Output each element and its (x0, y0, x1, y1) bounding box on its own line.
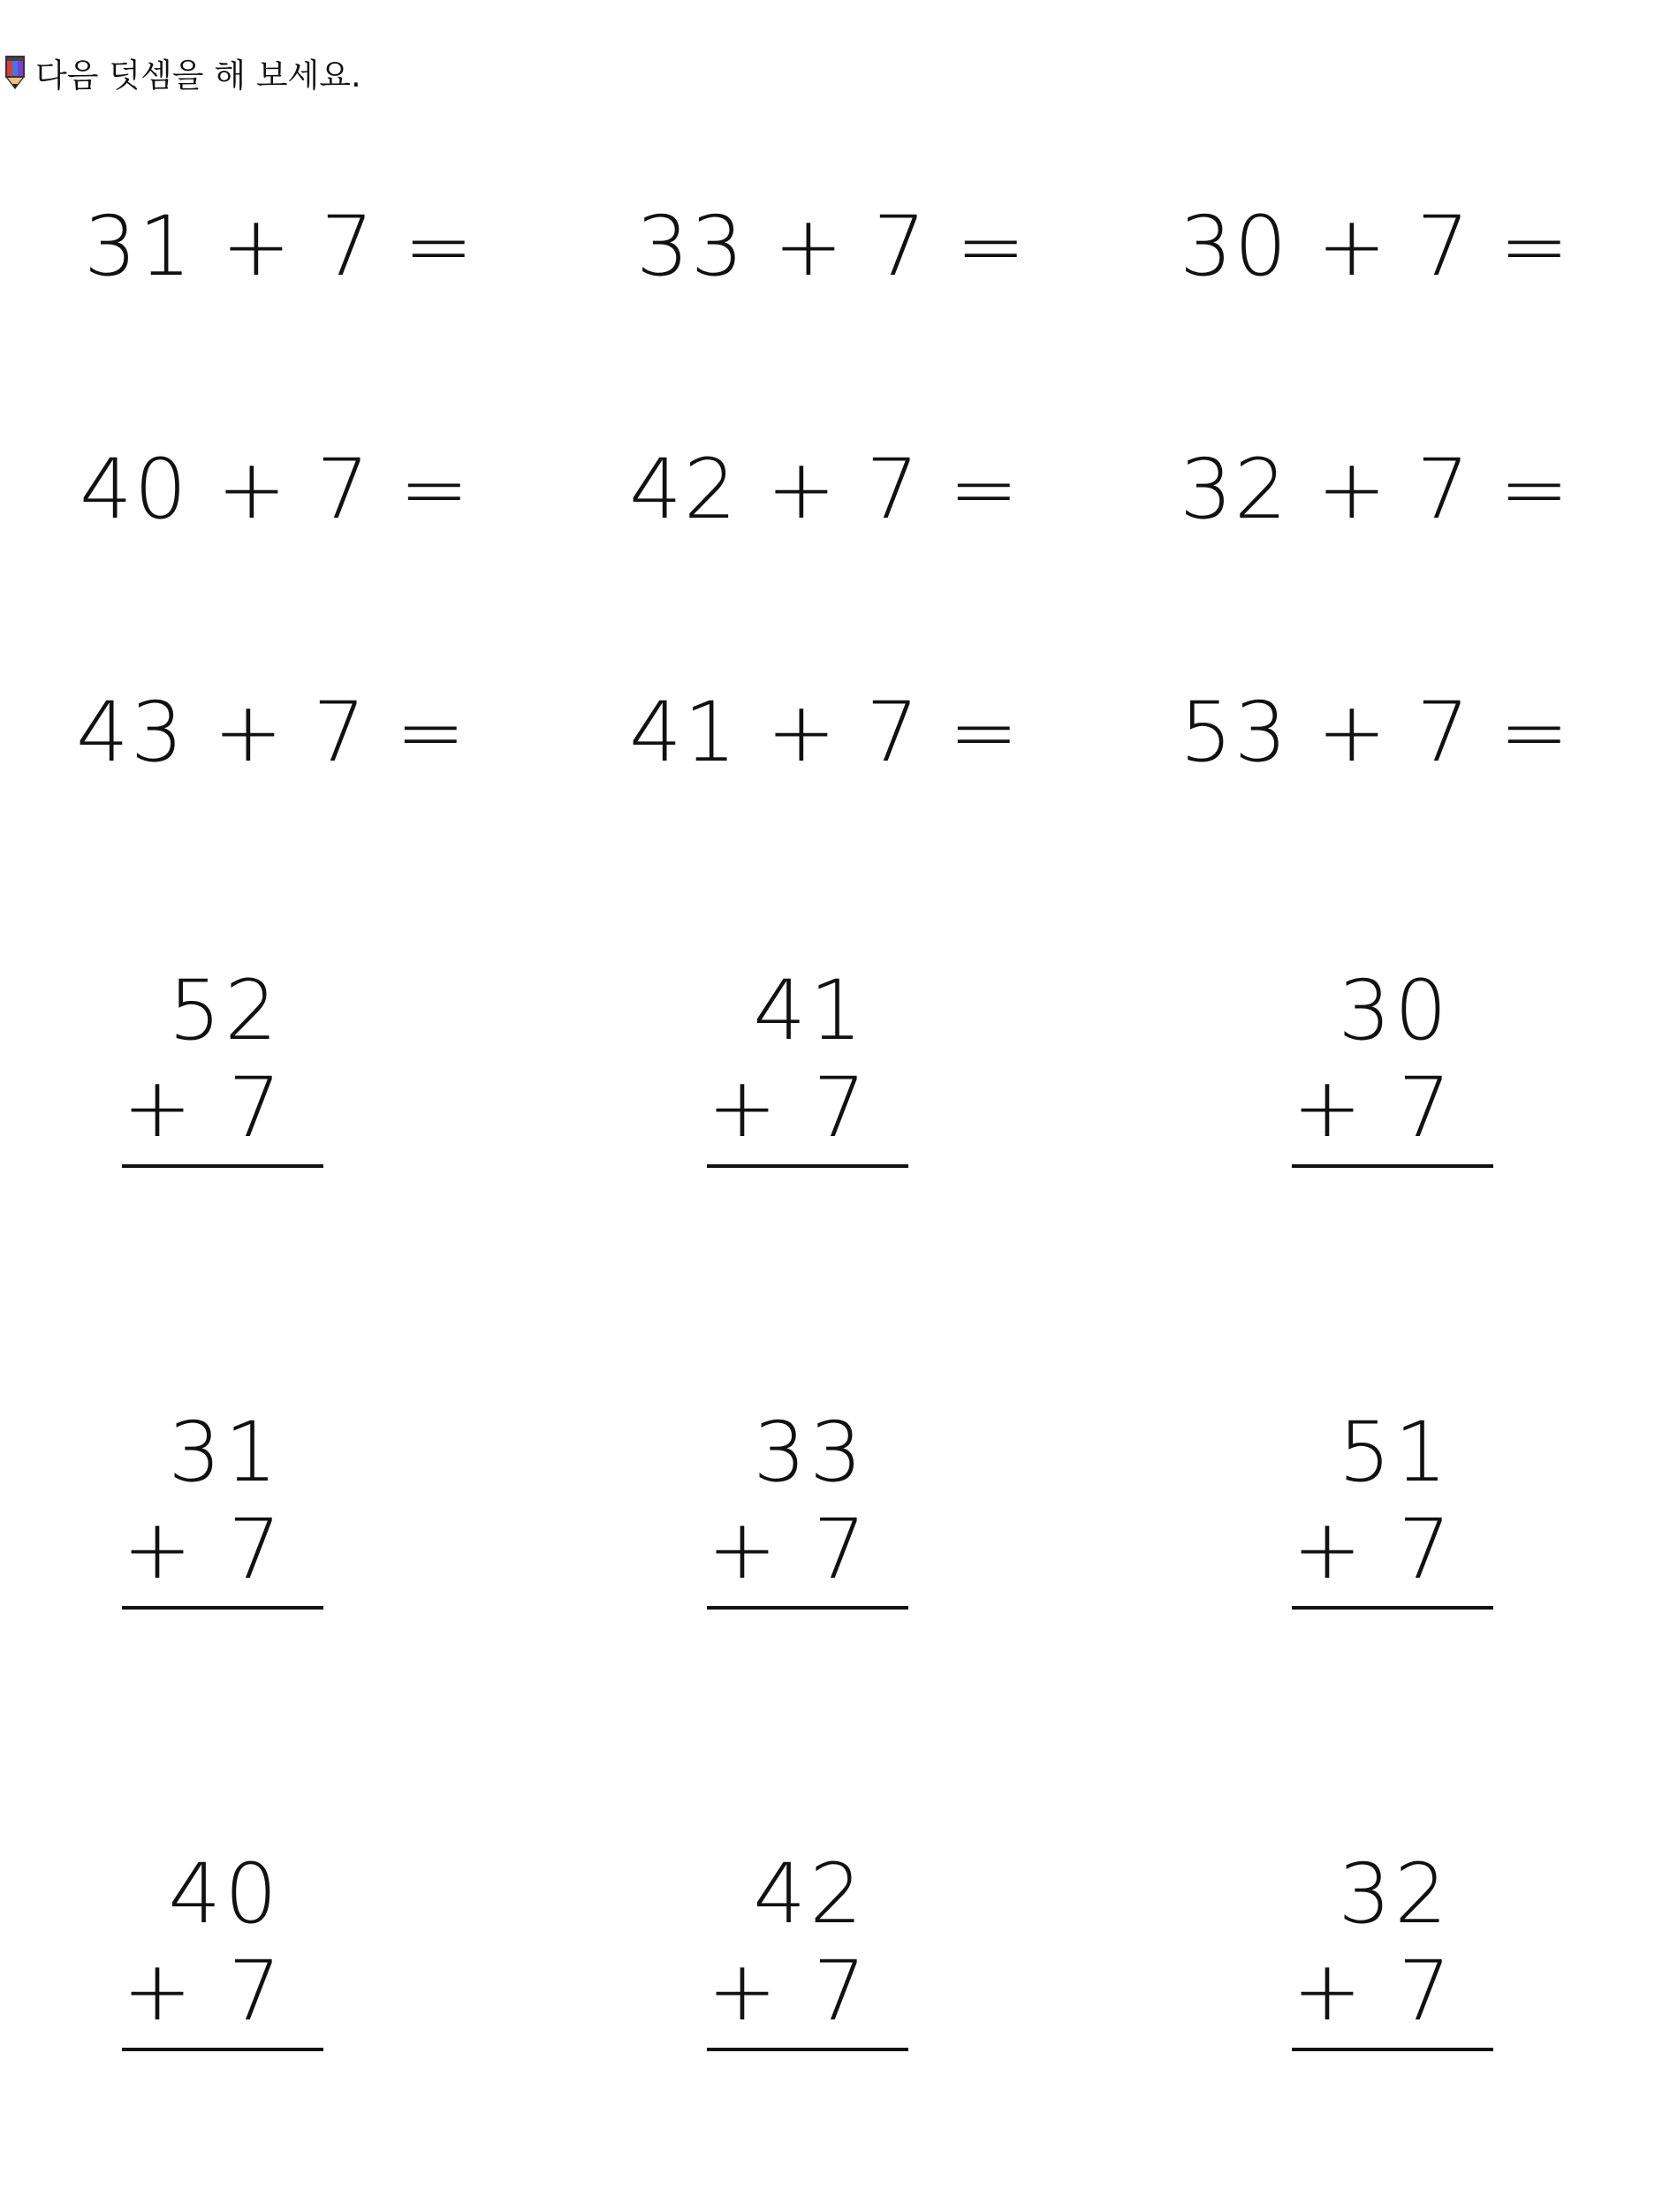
sum-line (122, 2048, 323, 2051)
sum-line (707, 2048, 908, 2051)
vertical-bottom-number: 7 (1398, 1943, 1451, 2040)
instruction-text: 다음 덧셈을 해 보세요. (35, 57, 361, 95)
vertical-problem (122, 1846, 325, 2058)
sum-line (122, 1606, 323, 1610)
horizontal-problem: 30 + 7 = (1180, 199, 1571, 295)
plus-operator: + (707, 1502, 778, 1598)
plus-operator: + (1292, 1060, 1363, 1156)
vertical-problem (122, 963, 325, 1175)
horizontal-problem: 33 + 7 = (636, 199, 1028, 295)
horizontal-row-2 (0, 442, 1670, 539)
vertical-problem (1292, 963, 1495, 1175)
vertical-problem (707, 1405, 910, 1617)
plus-operator: + (122, 1502, 193, 1598)
horizontal-row-3 (0, 685, 1670, 782)
vertical-top-number: 51 (1338, 1405, 1451, 1501)
plus-operator: + (1292, 1502, 1363, 1598)
vertical-bottom-number: 7 (813, 1943, 866, 2040)
sum-line (1292, 1164, 1493, 1168)
horizontal-problem: 53 + 7 = (1180, 685, 1571, 781)
vertical-problem (1292, 1846, 1495, 2058)
pencil-icon (5, 56, 25, 89)
vertical-bottom-number: 7 (228, 1502, 281, 1598)
plus-operator: + (122, 1060, 193, 1156)
plus-operator: + (122, 1943, 193, 2040)
vertical-problem (122, 1405, 325, 1617)
instruction (5, 51, 361, 94)
horizontal-row-1 (0, 199, 1670, 296)
sum-line (1292, 1606, 1493, 1610)
vertical-bottom-number: 7 (1398, 1502, 1451, 1598)
horizontal-problem: 43 + 7 = (76, 685, 467, 781)
plus-operator: + (707, 1060, 778, 1156)
horizontal-problem: 42 + 7 = (629, 442, 1021, 538)
sum-line (122, 1164, 323, 1168)
horizontal-problem: 31 + 7 = (84, 199, 475, 295)
plus-operator: + (707, 1943, 778, 2040)
sum-line (1292, 2048, 1493, 2051)
vertical-problem (707, 1846, 910, 2058)
vertical-bottom-number: 7 (228, 1060, 281, 1156)
vertical-top-number: 33 (753, 1405, 866, 1501)
vertical-bottom-number: 7 (1398, 1060, 1451, 1156)
horizontal-problem: 40 + 7 = (80, 442, 471, 538)
vertical-problem (707, 963, 910, 1175)
vertical-problem (1292, 1405, 1495, 1617)
vertical-top-number: 40 (168, 1846, 281, 1943)
horizontal-problem: 41 + 7 = (629, 685, 1021, 781)
horizontal-problem: 32 + 7 = (1180, 442, 1571, 538)
vertical-top-number: 42 (753, 1846, 866, 1943)
sum-line (707, 1606, 908, 1610)
vertical-top-number: 32 (1338, 1846, 1451, 1943)
plus-operator: + (1292, 1943, 1363, 2040)
vertical-bottom-number: 7 (813, 1502, 866, 1598)
sum-line (707, 1164, 908, 1168)
vertical-bottom-number: 7 (228, 1943, 281, 2040)
vertical-bottom-number: 7 (813, 1060, 866, 1156)
vertical-top-number: 52 (168, 963, 281, 1059)
vertical-top-number: 41 (753, 963, 866, 1059)
vertical-top-number: 30 (1338, 963, 1451, 1059)
vertical-top-number: 31 (168, 1405, 281, 1501)
